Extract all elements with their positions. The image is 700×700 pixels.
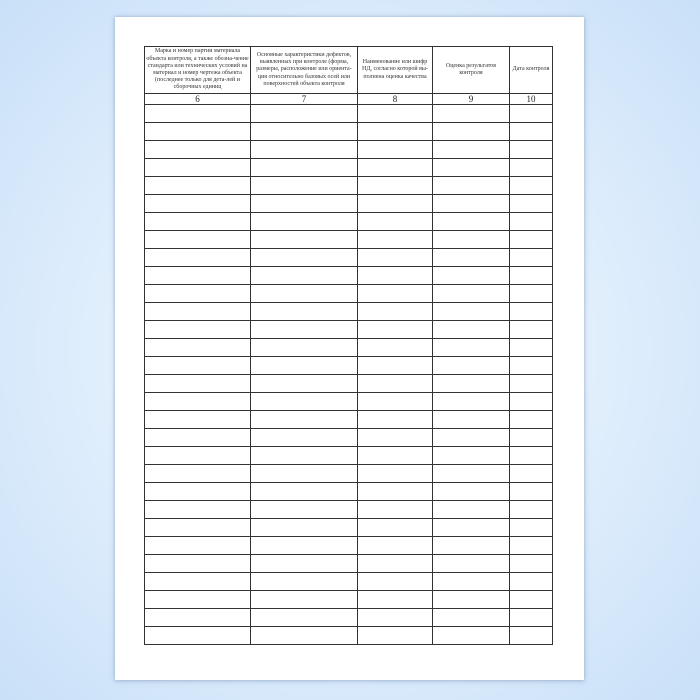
table-cell bbox=[510, 249, 553, 267]
table-cell bbox=[358, 429, 433, 447]
table-row bbox=[145, 303, 553, 321]
column-number: 6 bbox=[145, 94, 251, 105]
table-row bbox=[145, 339, 553, 357]
table-cell bbox=[145, 429, 251, 447]
header-row bbox=[145, 47, 553, 94]
table-row bbox=[145, 537, 553, 555]
table-cell bbox=[251, 249, 358, 267]
table-cell bbox=[510, 285, 553, 303]
table-cell bbox=[358, 123, 433, 141]
table-row bbox=[145, 177, 553, 195]
table-cell bbox=[510, 177, 553, 195]
table-cell bbox=[145, 141, 251, 159]
table-cell bbox=[510, 267, 553, 285]
table-cell bbox=[145, 375, 251, 393]
table-cell bbox=[251, 357, 358, 375]
table-cell bbox=[145, 249, 251, 267]
table-cell bbox=[433, 285, 510, 303]
table-row bbox=[145, 483, 553, 501]
table-cell bbox=[510, 375, 553, 393]
table-cell bbox=[358, 357, 433, 375]
table-cell bbox=[510, 609, 553, 627]
table-cell bbox=[433, 609, 510, 627]
table-cell bbox=[433, 375, 510, 393]
column-number: 9 bbox=[433, 94, 510, 105]
table-cell bbox=[251, 375, 358, 393]
table-cell bbox=[510, 303, 553, 321]
table-cell bbox=[251, 393, 358, 411]
table-cell bbox=[251, 177, 358, 195]
table-cell bbox=[358, 411, 433, 429]
column-header-normative-document: Наименование или шифр НД, согласно которой вы-полнена оценка качества bbox=[358, 47, 433, 94]
table-cell bbox=[433, 483, 510, 501]
table-row bbox=[145, 159, 553, 177]
table-cell bbox=[358, 519, 433, 537]
table-cell bbox=[433, 177, 510, 195]
table-cell bbox=[510, 393, 553, 411]
table-row bbox=[145, 357, 553, 375]
table-cell bbox=[433, 339, 510, 357]
table-cell bbox=[510, 519, 553, 537]
table-cell bbox=[358, 267, 433, 285]
table-cell bbox=[251, 555, 358, 573]
column-number-row bbox=[145, 94, 553, 105]
table-cell bbox=[433, 573, 510, 591]
table-cell bbox=[433, 591, 510, 609]
table-cell bbox=[251, 339, 358, 357]
table-cell bbox=[510, 159, 553, 177]
table-cell bbox=[433, 429, 510, 447]
table-row bbox=[145, 573, 553, 591]
table-cell bbox=[510, 591, 553, 609]
table-cell bbox=[145, 447, 251, 465]
table-cell bbox=[358, 141, 433, 159]
table-cell bbox=[145, 123, 251, 141]
table-cell bbox=[251, 411, 358, 429]
table-cell bbox=[251, 627, 358, 645]
table-cell bbox=[510, 141, 553, 159]
table-cell bbox=[251, 591, 358, 609]
table-cell bbox=[251, 483, 358, 501]
table-cell bbox=[510, 411, 553, 429]
table-row bbox=[145, 393, 553, 411]
table-cell bbox=[510, 195, 553, 213]
table-cell bbox=[433, 321, 510, 339]
table-row bbox=[145, 141, 553, 159]
table-cell bbox=[145, 267, 251, 285]
table-cell bbox=[251, 537, 358, 555]
table-cell bbox=[145, 609, 251, 627]
table-cell bbox=[433, 141, 510, 159]
document-page bbox=[115, 17, 584, 680]
table-cell bbox=[433, 447, 510, 465]
table-cell bbox=[510, 213, 553, 231]
table-cell bbox=[433, 159, 510, 177]
inspection-log-table bbox=[144, 46, 553, 645]
column-number: 7 bbox=[251, 94, 358, 105]
table-cell bbox=[433, 393, 510, 411]
table-cell bbox=[510, 483, 553, 501]
table-cell bbox=[433, 465, 510, 483]
table-cell bbox=[145, 105, 251, 123]
table-cell bbox=[251, 105, 358, 123]
table-row bbox=[145, 447, 553, 465]
table-cell bbox=[510, 105, 553, 123]
table-row bbox=[145, 249, 553, 267]
table-cell bbox=[358, 483, 433, 501]
table-cell bbox=[433, 501, 510, 519]
column-number: 10 bbox=[510, 94, 553, 105]
table-row bbox=[145, 501, 553, 519]
table-cell bbox=[358, 591, 433, 609]
table-cell bbox=[433, 303, 510, 321]
table-cell bbox=[145, 159, 251, 177]
table-row bbox=[145, 555, 553, 573]
table-cell bbox=[251, 609, 358, 627]
table-cell bbox=[358, 249, 433, 267]
table-cell bbox=[358, 177, 433, 195]
table-row bbox=[145, 519, 553, 537]
table-row bbox=[145, 231, 553, 249]
table-cell bbox=[358, 159, 433, 177]
table-cell bbox=[510, 321, 553, 339]
table-row bbox=[145, 105, 553, 123]
table-cell bbox=[358, 285, 433, 303]
table-row bbox=[145, 465, 553, 483]
table-cell bbox=[145, 465, 251, 483]
table-cell bbox=[510, 465, 553, 483]
table-row bbox=[145, 267, 553, 285]
table-cell bbox=[251, 465, 358, 483]
table-cell bbox=[251, 303, 358, 321]
table-cell bbox=[145, 573, 251, 591]
table-cell bbox=[358, 303, 433, 321]
table-cell bbox=[358, 213, 433, 231]
table-body bbox=[145, 105, 553, 645]
table-row bbox=[145, 627, 553, 645]
table-cell bbox=[510, 357, 553, 375]
table-cell bbox=[251, 321, 358, 339]
column-header-inspection-date: Дата контроля bbox=[510, 47, 553, 94]
table-cell bbox=[145, 501, 251, 519]
column-number: 8 bbox=[358, 94, 433, 105]
table-cell bbox=[358, 339, 433, 357]
table-row bbox=[145, 591, 553, 609]
table-cell bbox=[251, 267, 358, 285]
table-cell bbox=[145, 555, 251, 573]
table-cell bbox=[145, 195, 251, 213]
table-cell bbox=[251, 195, 358, 213]
table-cell bbox=[433, 555, 510, 573]
table-cell bbox=[358, 321, 433, 339]
table-cell bbox=[433, 105, 510, 123]
table-cell bbox=[510, 573, 553, 591]
table-cell bbox=[358, 537, 433, 555]
table-cell bbox=[433, 519, 510, 537]
table-cell bbox=[510, 339, 553, 357]
table-cell bbox=[145, 303, 251, 321]
table-row bbox=[145, 285, 553, 303]
table-cell bbox=[510, 447, 553, 465]
table-cell bbox=[510, 231, 553, 249]
table-cell bbox=[433, 537, 510, 555]
table-cell bbox=[251, 429, 358, 447]
table-cell bbox=[145, 285, 251, 303]
table-cell bbox=[145, 321, 251, 339]
table-cell bbox=[145, 627, 251, 645]
table-cell bbox=[251, 285, 358, 303]
table-cell bbox=[358, 393, 433, 411]
table-cell bbox=[433, 357, 510, 375]
table-row bbox=[145, 429, 553, 447]
table-cell bbox=[145, 339, 251, 357]
table-cell bbox=[433, 627, 510, 645]
table-cell bbox=[358, 627, 433, 645]
table-cell bbox=[145, 177, 251, 195]
table-row bbox=[145, 321, 553, 339]
table-cell bbox=[358, 375, 433, 393]
table-row bbox=[145, 411, 553, 429]
table-cell bbox=[433, 213, 510, 231]
table-row bbox=[145, 609, 553, 627]
table-cell bbox=[433, 123, 510, 141]
table-cell bbox=[510, 555, 553, 573]
table-row bbox=[145, 213, 553, 231]
table-cell bbox=[510, 123, 553, 141]
table-cell bbox=[433, 411, 510, 429]
column-header-material-batch: Марка и номер партии материала объекта контроля, а также обозна-чение стандарта или технических условий на материал и номер чертежа объекта (последнее только для дета-лей и сборочных единиц bbox=[145, 47, 251, 94]
table-cell bbox=[251, 123, 358, 141]
table-cell bbox=[358, 555, 433, 573]
table-cell bbox=[145, 231, 251, 249]
table-cell bbox=[510, 627, 553, 645]
table-cell bbox=[145, 357, 251, 375]
table-cell bbox=[433, 267, 510, 285]
table-cell bbox=[358, 195, 433, 213]
table-cell bbox=[145, 519, 251, 537]
table-row bbox=[145, 195, 553, 213]
table-cell bbox=[251, 231, 358, 249]
table-row bbox=[145, 375, 553, 393]
table-cell bbox=[358, 609, 433, 627]
table-cell bbox=[145, 483, 251, 501]
table-cell bbox=[251, 213, 358, 231]
table-cell bbox=[510, 501, 553, 519]
table-cell bbox=[251, 519, 358, 537]
column-header-defect-characteristics: Основные характеристики дефектов, выявленных при контроле (форма, размеры, расположение или ориента-ция относительно базовых осей или поверхностей объекта контроля bbox=[251, 47, 358, 94]
table-cell bbox=[358, 105, 433, 123]
table-cell bbox=[358, 465, 433, 483]
table-cell bbox=[251, 141, 358, 159]
table-cell bbox=[145, 411, 251, 429]
table-cell bbox=[145, 537, 251, 555]
table-cell bbox=[251, 501, 358, 519]
table-cell bbox=[251, 447, 358, 465]
table-cell bbox=[358, 231, 433, 249]
table-cell bbox=[433, 231, 510, 249]
table-cell bbox=[510, 429, 553, 447]
table-cell bbox=[251, 573, 358, 591]
table-cell bbox=[145, 393, 251, 411]
table-cell bbox=[251, 159, 358, 177]
table-cell bbox=[358, 447, 433, 465]
table-cell bbox=[145, 591, 251, 609]
table-row bbox=[145, 123, 553, 141]
table-cell bbox=[433, 249, 510, 267]
table-cell bbox=[433, 195, 510, 213]
column-header-result-assessment: Оценка результатов контроля bbox=[433, 47, 510, 94]
table-cell bbox=[358, 501, 433, 519]
table-cell bbox=[145, 213, 251, 231]
table-cell bbox=[358, 573, 433, 591]
table-cell bbox=[510, 537, 553, 555]
